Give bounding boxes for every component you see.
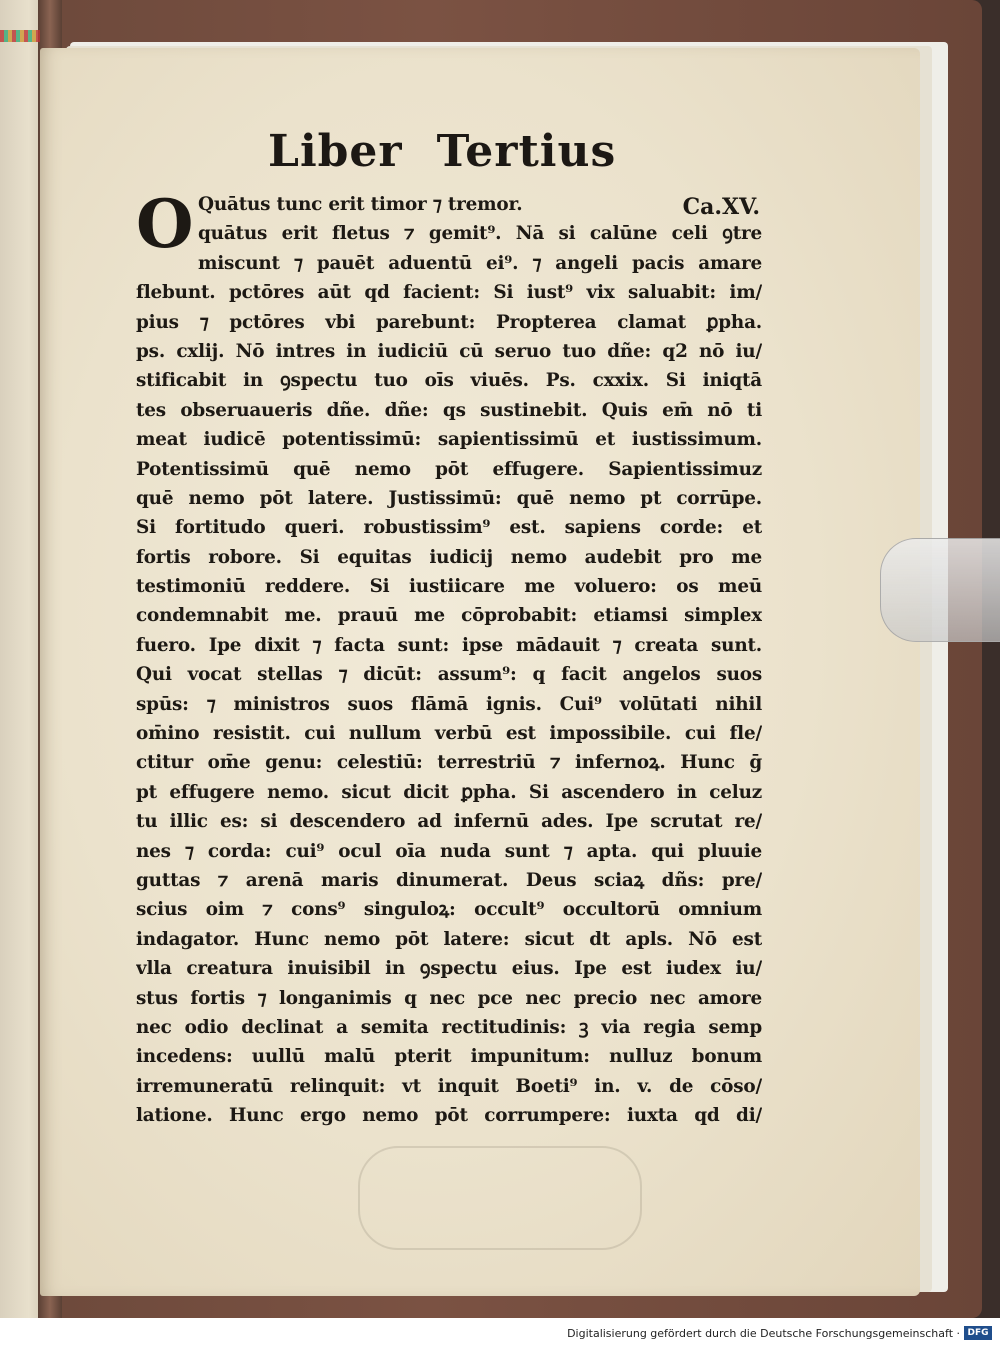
text-line: meat iudicē potentissimū: sapientissimū et iustissimum. <box>136 429 762 451</box>
transparent-page-clip <box>880 538 1000 642</box>
text-line: fuero. Ipe dixit ⁊ facta sunt: ipse mādauit ⁊ creata sunt. <box>136 634 762 656</box>
text-line: spūs: ⁊ ministros suos flāmā ignis. Cui⁹ volūtati nihil <box>136 693 762 715</box>
text-line: nec odio declinat a semita rectitudinis: ꝫ via regia semp <box>136 1016 762 1038</box>
text-line: irremuneratū relinquit: vt inquit Boeti⁹ in. v. de cōso/ <box>136 1075 762 1097</box>
running-heading <box>268 126 617 186</box>
text-line: Si fortitudo queri. robustissim⁹ est. sapiens corde: et <box>136 517 762 539</box>
bleed-through-stamp <box>358 1146 642 1250</box>
text-line: stus fortis ⁊ longanimis q nec pce nec precio nec amore <box>136 987 762 1009</box>
text-line: Qui vocat stellas ⁊ dicūt: assum⁹: q facit angelos suos <box>136 664 762 686</box>
text-line: scius oim ⁊ cons⁹ singuloꝝ: occult⁹ occultorū omnium <box>136 899 762 921</box>
text-line: pt effugere nemo. sicut dicit ꝑpha. Si ascendero in celuz <box>136 781 762 803</box>
text-line: miscunt ⁊ pauēt aduentū ei⁹. ⁊ angeli pacis amare <box>198 252 762 274</box>
text-line: latione. Hunc ergo nemo pōt corrumpere: iuxta qd di/ <box>136 1105 762 1127</box>
text-line: om̄ino resistit. cui nullum verbū est impossibile. cui fle/ <box>136 723 762 745</box>
text-line: tes obseruaueris dñe. dñe: qs sustinebit. Quis em̄ nō ti <box>136 399 762 421</box>
text-line: quātus erit fletus ⁊ gemit⁹. Nā si calūne celi ꝯtre <box>198 223 762 245</box>
chapter-number: Ca.XV. <box>682 194 760 220</box>
dfg-logo: DFG <box>964 1326 992 1340</box>
digitization-footer <box>0 1318 1000 1348</box>
funding-credit: Digitalisierung gefördert durch die Deutsche Forschungsgemeinschaft · <box>567 1327 960 1340</box>
text-line: tu illic es: si descendero ad infernū ades. Ipe scrutat re/ <box>136 811 762 833</box>
body-text <box>136 185 762 1131</box>
text-line: ctitur om̄e genu: celestiū: terrestriū ⁊ infernoꝝ. Hunc ḡ <box>136 752 762 774</box>
text-line: guttas ⁊ arenā maris dinumerat. Deus sciaꝝ dñs: pre/ <box>136 869 762 891</box>
text-line: indagator. Hunc nemo pōt latere: sicut dt apls. Nō est <box>136 928 762 950</box>
heading-word-tertius: Tertius <box>436 126 617 177</box>
text-line: nes ⁊ corda: cui⁹ ocul oīa nuda sunt ⁊ apta. qui pluuie <box>136 840 762 862</box>
text-line: Quātus tunc erit timor ⁊ tremor. <box>198 194 523 215</box>
text-line: condemnabit me. prauū me cōprobabit: etiamsi simplex <box>136 605 762 627</box>
text-line: vlla creatura inuisibil in ꝯspectu eius. Ipe est iudex iu/ <box>136 958 762 980</box>
text-line: fortis robore. Si equitas iudicij nemo audebit pro me <box>136 546 762 568</box>
text-line: flebunt. pctōres aūt qd facient: Si iust⁹ vix saluabit: im/ <box>136 282 762 304</box>
text-line: pius ⁊ pctōres vbi parebunt: Propterea clamat ꝑpha. <box>136 311 762 333</box>
text-line: testimoniū reddere. Si iustiicare me voluero: os meū <box>136 576 762 598</box>
text-line: incedens: uullū malū pterit impunitum: nulluz bonum <box>136 1046 762 1068</box>
text-line: stificabit in ꝯspectu tuo oīs viuēs. Ps. cxxix. Si iniqtā <box>136 370 762 392</box>
text-line: quē nemo pōt latere. Justissimū: quē nemo pt corrūpe. <box>136 487 762 509</box>
text-line: Potentissimū quē nemo pōt effugere. Sapientissimuz <box>136 458 762 480</box>
heading-word-liber: Liber <box>268 126 403 177</box>
text-line: ps. cxlij. Nō intres in iudiciū cū seruo tuo dñe: q2 nō iu/ <box>136 340 762 362</box>
bookmark-ribbon <box>0 30 40 42</box>
drop-cap-initial: O <box>136 185 194 263</box>
